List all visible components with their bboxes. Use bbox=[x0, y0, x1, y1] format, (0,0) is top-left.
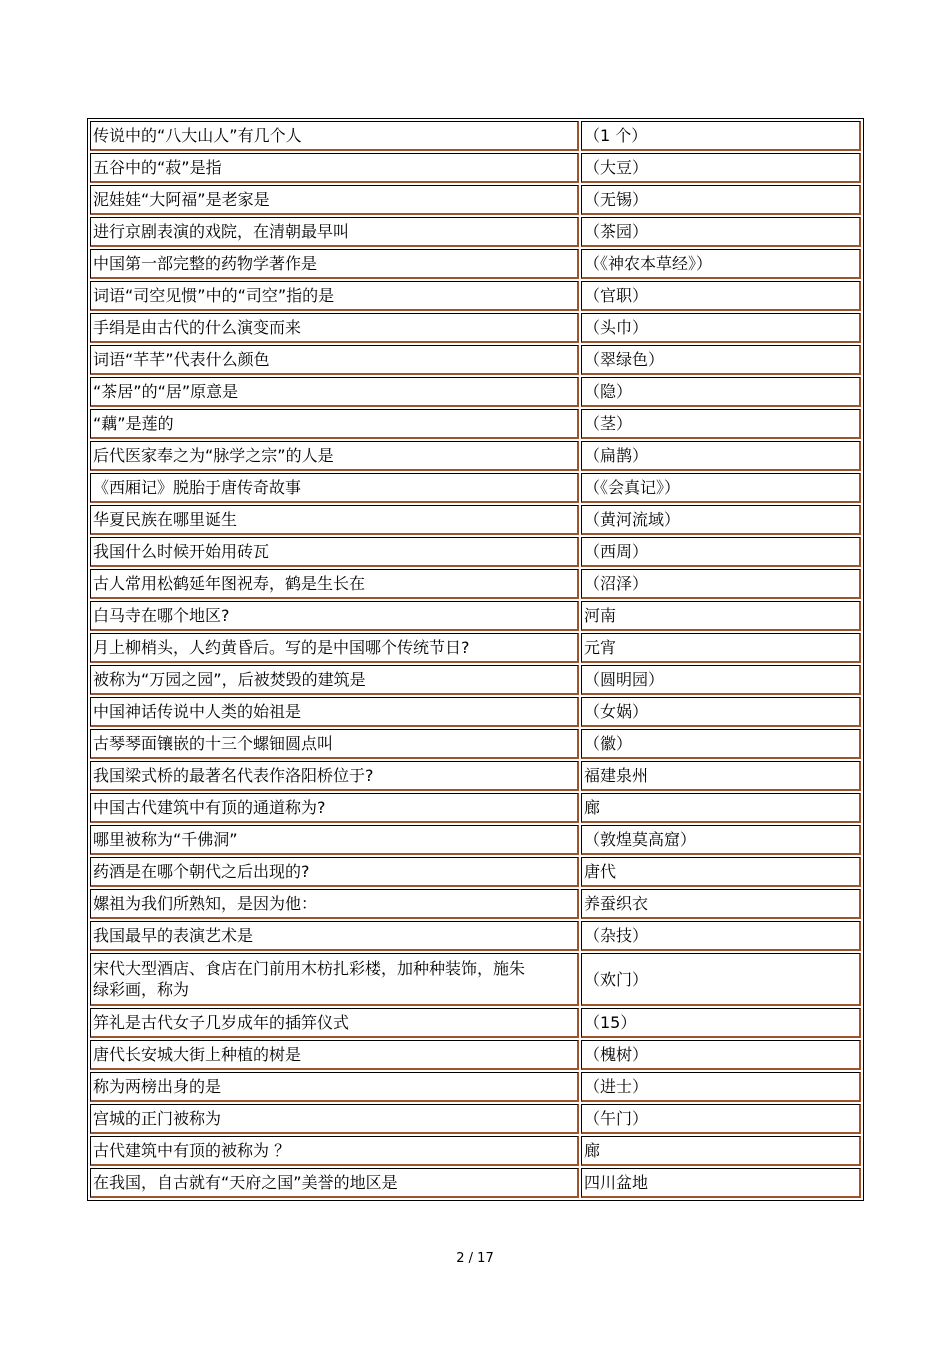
table-row bbox=[90, 1104, 861, 1134]
answer-cell: （《会真记》） bbox=[581, 473, 861, 503]
table-row bbox=[90, 121, 861, 151]
page-number: 2 / 17 bbox=[456, 1251, 494, 1266]
table-row bbox=[90, 313, 861, 343]
table-row bbox=[90, 921, 861, 951]
question-cell: 宫城的正门被称为 bbox=[90, 1104, 579, 1134]
question-cell: 宋代大型酒店、食店在门前用木枋扎彩楼，加种种装饰，施朱绿彩画，称为 bbox=[90, 953, 579, 1006]
question-cell: 在我国，自古就有“天府之国”美誉的地区是 bbox=[90, 1168, 579, 1198]
question-cell: 五谷中的“菽”是指 bbox=[90, 153, 579, 183]
answer-cell: （女娲） bbox=[581, 697, 861, 727]
question-cell: 我国最早的表演艺术是 bbox=[90, 921, 579, 951]
question-cell: 词语“芊芊”代表什么颜色 bbox=[90, 345, 579, 375]
answer-cell: （大豆） bbox=[581, 153, 861, 183]
question-cell: “藕”是莲的 bbox=[90, 409, 579, 439]
question-cell: 进行京剧表演的戏院，在清朝最早叫 bbox=[90, 217, 579, 247]
table-row bbox=[90, 729, 861, 759]
table-row bbox=[90, 1136, 861, 1166]
question-cell: 嫘祖为我们所熟知，是因为他： bbox=[90, 889, 579, 919]
table-row bbox=[90, 825, 861, 855]
table-row bbox=[90, 345, 861, 375]
table-row bbox=[90, 1040, 861, 1070]
answer-cell: （进士） bbox=[581, 1072, 861, 1102]
answer-cell: （无锡） bbox=[581, 185, 861, 215]
answer-cell: 福建泉州 bbox=[581, 761, 861, 791]
table-row bbox=[90, 473, 861, 503]
answer-cell: 唐代 bbox=[581, 857, 861, 887]
table-row bbox=[90, 153, 861, 183]
table-row bbox=[90, 281, 861, 311]
table-row bbox=[90, 1072, 861, 1102]
answer-cell: （敦煌莫高窟） bbox=[581, 825, 861, 855]
answer-cell: （欢门） bbox=[581, 953, 861, 1006]
answer-cell: （茶园） bbox=[581, 217, 861, 247]
answer-cell: 廊 bbox=[581, 1136, 861, 1166]
answer-cell: （槐树） bbox=[581, 1040, 861, 1070]
question-cell: 中国古代建筑中有顶的通道称为? bbox=[90, 793, 579, 823]
question-cell: 古琴琴面镶嵌的十三个螺钿圆点叫 bbox=[90, 729, 579, 759]
table-row bbox=[90, 889, 861, 919]
table-row bbox=[90, 569, 861, 599]
answer-cell: （圆明园） bbox=[581, 665, 861, 695]
question-cell: 词语“司空见惯”中的“司空”指的是 bbox=[90, 281, 579, 311]
question-cell: 中国神话传说中人类的始祖是 bbox=[90, 697, 579, 727]
question-cell: 白马寺在哪个地区? bbox=[90, 601, 579, 631]
answer-cell: （扁鹊） bbox=[581, 441, 861, 471]
table-row bbox=[90, 857, 861, 887]
answer-cell: 廊 bbox=[581, 793, 861, 823]
table-row bbox=[90, 249, 861, 279]
qa-table bbox=[88, 119, 863, 1200]
question-cell: 传说中的“八大山人”有几个人 bbox=[90, 121, 579, 151]
table-row bbox=[90, 665, 861, 695]
question-cell: 哪里被称为“千佛洞” bbox=[90, 825, 579, 855]
table-row bbox=[90, 697, 861, 727]
table-row bbox=[90, 1008, 861, 1038]
question-cell: “茶居”的“居”原意是 bbox=[90, 377, 579, 407]
answer-cell: （头巾） bbox=[581, 313, 861, 343]
question-cell: 手绢是由古代的什么演变而来 bbox=[90, 313, 579, 343]
qa-table-body bbox=[90, 121, 861, 1198]
answer-cell: （西周） bbox=[581, 537, 861, 567]
answer-cell: 元宵 bbox=[581, 633, 861, 663]
answer-cell: （午门） bbox=[581, 1104, 861, 1134]
answer-cell: （1 个） bbox=[581, 121, 861, 151]
table-row bbox=[90, 505, 861, 535]
answer-cell: （茎） bbox=[581, 409, 861, 439]
question-cell: 月上柳梢头，人约黄昏后。写的是中国哪个传统节日? bbox=[90, 633, 579, 663]
table-row bbox=[90, 1168, 861, 1198]
table-row bbox=[90, 441, 861, 471]
table-row bbox=[90, 377, 861, 407]
table-row bbox=[90, 217, 861, 247]
table-row bbox=[90, 409, 861, 439]
qa-table-frame bbox=[87, 118, 864, 1201]
question-cell: 我国什么时候开始用砖瓦 bbox=[90, 537, 579, 567]
answer-cell: （翠绿色） bbox=[581, 345, 861, 375]
question-cell: 泥娃娃“大阿福”是老家是 bbox=[90, 185, 579, 215]
table-row bbox=[90, 537, 861, 567]
answer-cell: （沼泽） bbox=[581, 569, 861, 599]
table-row bbox=[90, 953, 861, 1006]
question-cell: 唐代长安城大街上种植的树是 bbox=[90, 1040, 579, 1070]
answer-cell: 养蚕织衣 bbox=[581, 889, 861, 919]
answer-cell: （《神农本草经》） bbox=[581, 249, 861, 279]
question-cell: 称为两榜出身的是 bbox=[90, 1072, 579, 1102]
answer-cell: （隐） bbox=[581, 377, 861, 407]
question-cell: 后代医家奉之为“脉学之宗”的人是 bbox=[90, 441, 579, 471]
answer-cell: 四川盆地 bbox=[581, 1168, 861, 1198]
question-cell: 笄礼是古代女子几岁成年的插笄仪式 bbox=[90, 1008, 579, 1038]
answer-cell: （官职） bbox=[581, 281, 861, 311]
table-row bbox=[90, 761, 861, 791]
table-row bbox=[90, 185, 861, 215]
question-cell: 我国梁式桥的最著名代表作洛阳桥位于? bbox=[90, 761, 579, 791]
question-cell: 药酒是在哪个朝代之后出现的? bbox=[90, 857, 579, 887]
question-cell: 被称为“万园之园”，后被焚毁的建筑是 bbox=[90, 665, 579, 695]
table-row bbox=[90, 601, 861, 631]
answer-cell: （15） bbox=[581, 1008, 861, 1038]
answer-cell: （徽） bbox=[581, 729, 861, 759]
question-cell: 古人常用松鹤延年图祝寿，鹤是生长在 bbox=[90, 569, 579, 599]
question-cell: 《西厢记》脱胎于唐传奇故事 bbox=[90, 473, 579, 503]
answer-cell: （黄河流域） bbox=[581, 505, 861, 535]
question-cell: 古代建筑中有顶的被称为 ？ bbox=[90, 1136, 579, 1166]
question-cell: 中国第一部完整的药物学著作是 bbox=[90, 249, 579, 279]
question-cell: 华夏民族在哪里诞生 bbox=[90, 505, 579, 535]
table-row bbox=[90, 793, 861, 823]
table-row bbox=[90, 633, 861, 663]
answer-cell: 河南 bbox=[581, 601, 861, 631]
answer-cell: （杂技） bbox=[581, 921, 861, 951]
